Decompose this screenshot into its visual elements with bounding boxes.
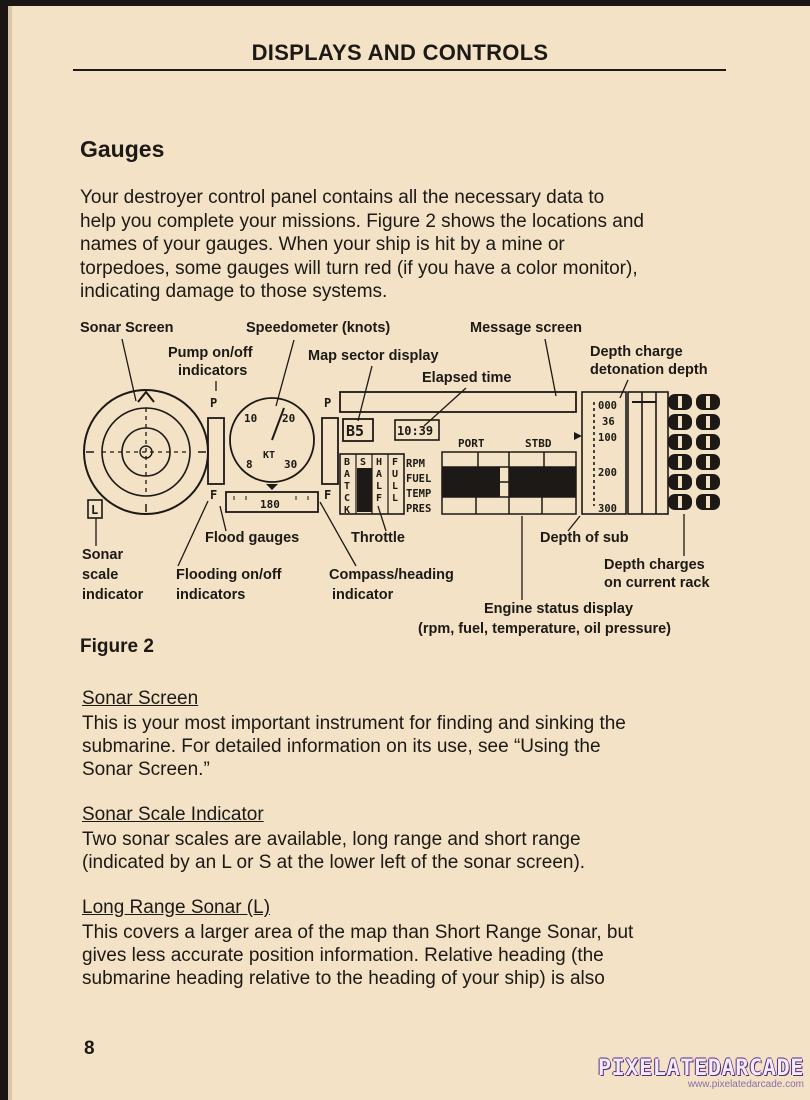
page-header-title: DISPLAYS AND CONTROLS — [251, 40, 549, 65]
depth-tick-200: 200 — [598, 467, 617, 479]
depth-tick-36: 36 — [602, 416, 615, 428]
subsection-heading: Sonar Scale Indicator — [82, 804, 264, 825]
speed-tick-10: 10 — [244, 412, 258, 425]
intro-line: torpedoes, some gauges will turn red (if you have a color monitor), — [80, 257, 638, 279]
sonar-scale-letter: L — [91, 503, 99, 517]
label-depth-charge-line1: Depth charge — [590, 344, 683, 360]
depth-gauge — [582, 392, 668, 514]
throttle-letter: U — [392, 469, 399, 480]
flood-gauge-left — [208, 418, 224, 484]
stbd-label: STBD — [525, 437, 552, 450]
label-compass-line1: Compass/heading — [329, 567, 454, 583]
depth-charge-icon — [696, 454, 720, 470]
throttle-letter: C — [344, 493, 351, 504]
speed-unit: KT — [263, 450, 276, 461]
label-pump-line2: indicators — [178, 363, 248, 379]
throttle-letter: S — [360, 457, 367, 468]
throttle-letter: B — [344, 457, 351, 468]
speed-tick-20: 20 — [282, 412, 296, 425]
body-line: (indicated by an L or S at the lower left of the sonar screen). — [82, 852, 586, 873]
elapsed-time-value: 10:39 — [397, 424, 434, 438]
flood-indicator-right: F — [324, 488, 332, 502]
page-number: 8 — [84, 1038, 95, 1059]
depth-tick-100: 100 — [598, 432, 617, 444]
depth-charge-icon — [668, 474, 692, 490]
subsection-body — [82, 712, 730, 781]
label-depth-charges-line1: Depth charges — [604, 557, 705, 573]
label-compass-line2: indicator — [332, 587, 394, 603]
label-map-sector: Map sector display — [308, 348, 439, 364]
engine-status-display — [442, 452, 576, 514]
port-label: PORT — [458, 437, 485, 450]
throttle-letter: H — [376, 457, 383, 468]
compass-value: 180 — [260, 498, 280, 511]
label-flood-gauges: Flood gauges — [205, 530, 300, 546]
depth-charge-icon — [668, 394, 692, 410]
engine-row-rpm: RPM — [406, 458, 425, 470]
depth-pointer — [574, 432, 582, 440]
throttle-letter: O — [360, 481, 367, 492]
label-elapsed-time: Elapsed time — [422, 370, 512, 386]
engine-row-temp: TEMP — [406, 488, 432, 500]
label-engine-line1: Engine status display — [484, 601, 634, 617]
speed-tick-30: 30 — [284, 458, 298, 471]
throttle-letter: L — [376, 481, 383, 492]
watermark-name: PIXELATEDARCADE — [597, 1056, 804, 1081]
intro-line: help you complete your missions. Figure 2 shows the locations and — [80, 210, 644, 232]
throttle-letter: L — [392, 481, 399, 492]
subsection-heading: Long Range Sonar (L) — [82, 897, 271, 918]
throttle-letter: T — [344, 481, 351, 492]
pump-indicator-left: P — [210, 396, 218, 410]
depth-charge-icon — [696, 414, 720, 430]
throttle-letter: F — [392, 457, 399, 468]
label-message-screen: Message screen — [470, 320, 583, 336]
intro-line: names of your gauges. When your ship is hit by a mine or — [80, 234, 565, 255]
throttle-letter: F — [376, 493, 383, 504]
throttle-letter: L — [392, 493, 399, 504]
throttle-letter: W — [360, 493, 367, 504]
subsection-body — [82, 828, 730, 874]
label-depth-of-sub: Depth of sub — [540, 530, 629, 546]
subsection-heading: Sonar Screen — [82, 688, 199, 709]
depth-charge-icon — [668, 494, 692, 510]
speed-tick-8: 8 — [246, 458, 253, 471]
label-pump-line1: Pump on/off — [168, 345, 253, 361]
label-flooding-line2: indicators — [176, 587, 246, 603]
flood-indicator-left: F — [210, 488, 218, 502]
sonar-screen — [84, 390, 208, 514]
depth-tick-000: 000 — [598, 400, 617, 412]
depth-tick-300: 300 — [598, 503, 617, 515]
label-depth-charges-line2: on current rack — [604, 575, 710, 591]
label-sonar-scale-line3: indicator — [82, 587, 144, 603]
body-line: This is your most important instrument for finding and sinking the — [82, 713, 626, 734]
pump-indicator-right: P — [324, 396, 332, 410]
figure-caption: Figure 2 — [80, 636, 154, 657]
engine-row-fuel: FUEL — [406, 473, 432, 485]
label-sonar-scale-line2: scale — [82, 567, 119, 583]
intro-line: Your destroyer control panel contains all the necessary data to — [80, 187, 605, 208]
depth-charge-icon — [696, 494, 720, 510]
label-engine-line2: (rpm, fuel, temperature, oil pressure) — [418, 621, 672, 637]
depth-charge-icon — [696, 434, 720, 450]
subsection-body — [82, 921, 730, 990]
watermark-url: www.pixelatedarcade.com — [687, 1079, 804, 1090]
intro-line: indicating damage to those systems. — [80, 281, 388, 302]
label-sonar-screen: Sonar Screen — [80, 320, 174, 336]
label-throttle: Throttle — [351, 530, 405, 546]
body-line: Two sonar scales are available, long range and short range — [82, 829, 581, 850]
throttle-letter: K — [344, 505, 351, 516]
depth-charge-icon — [668, 414, 692, 430]
depth-charge-icon — [668, 434, 692, 450]
figure-2-diagram — [8, 6, 810, 646]
speedometer — [230, 398, 314, 482]
body-line: submarine heading relative to the heading of your ship) is also — [82, 968, 605, 989]
body-line: Sonar Screen.” — [82, 759, 210, 780]
depth-charge-icon — [696, 394, 720, 410]
label-sonar-scale-line1: Sonar — [82, 547, 124, 563]
section-title: Gauges — [80, 136, 165, 162]
label-depth-charge-line2: detonation depth — [590, 362, 708, 378]
throttle-letter: A — [344, 469, 351, 480]
flood-gauge-right — [322, 418, 338, 484]
body-line: gives less accurate position information. Relative heading (the — [82, 945, 604, 966]
depth-charge-rack — [668, 394, 720, 510]
depth-charge-icon — [668, 454, 692, 470]
depth-charge-icon — [696, 474, 720, 490]
label-flooding-line1: Flooding on/off — [176, 567, 282, 583]
throttle-letter: A — [376, 469, 383, 480]
body-line: submarine. For detailed information on its use, see “Using the — [82, 736, 601, 757]
body-line: This covers a larger area of the map than Short Range Sonar, but — [82, 922, 634, 943]
watermark — [598, 1056, 804, 1090]
throttle-letter: L — [360, 469, 367, 480]
map-sector-value: B5 — [346, 422, 365, 440]
label-speedometer: Speedometer (knots) — [246, 320, 391, 336]
compass-heading-indicator — [226, 484, 318, 512]
manual-page — [8, 6, 810, 1100]
engine-row-pres: PRES — [406, 503, 432, 515]
